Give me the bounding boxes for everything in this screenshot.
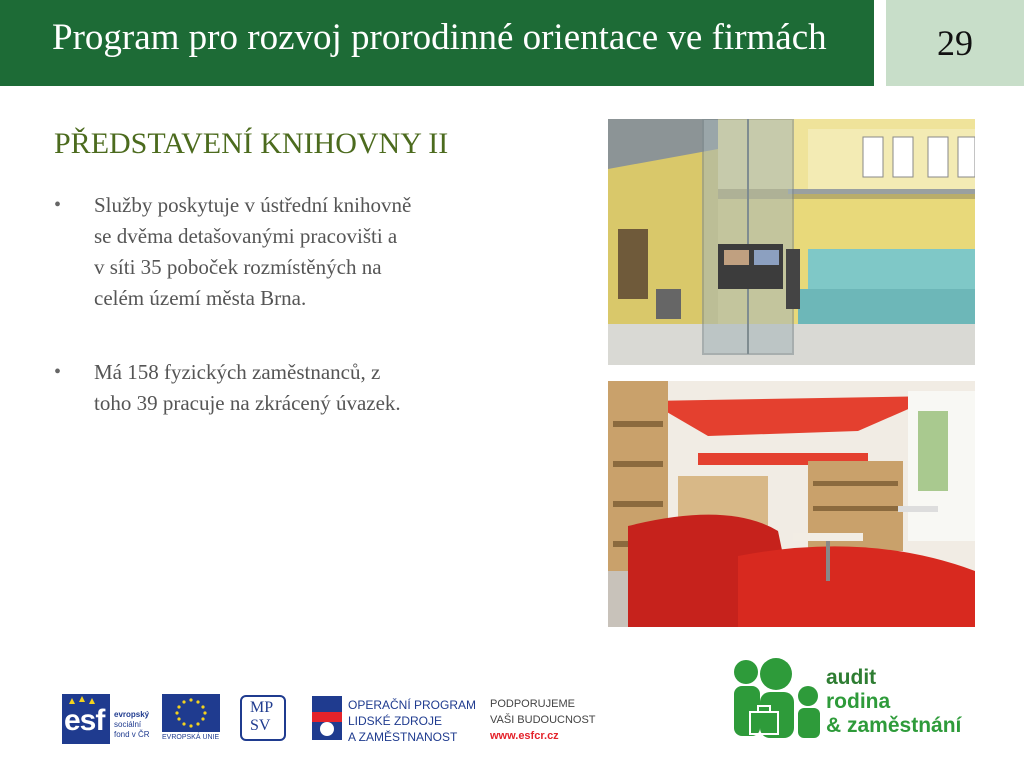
support-url: www.esfcr.cz bbox=[490, 730, 559, 742]
audit-line1: audit bbox=[826, 666, 877, 689]
bullet-line: celém území města Brna. bbox=[94, 286, 307, 310]
audit-line3: & zaměstnání bbox=[826, 714, 962, 737]
op-lzz-logo bbox=[310, 694, 480, 744]
section-title: PŘEDSTAVENÍ KNIHOVNY II bbox=[54, 127, 449, 160]
bullet-line: Služby poskytuje v ústřední knihovně bbox=[94, 193, 412, 217]
esf-logo bbox=[62, 694, 162, 744]
eu-flag-logo bbox=[162, 694, 220, 744]
esf-wordmark: esf bbox=[64, 704, 105, 737]
support-line1: PODPORUJEME bbox=[490, 698, 575, 710]
audit-rodina-logo bbox=[730, 656, 980, 752]
page-number: 29 bbox=[937, 23, 973, 63]
op-line3: A ZAMĚSTNANOST bbox=[348, 730, 458, 744]
slide-header bbox=[0, 0, 874, 86]
mpsv-top: MP bbox=[250, 699, 274, 716]
footer-logos bbox=[0, 650, 1024, 768]
esf-line3: fond v ČR bbox=[114, 730, 150, 739]
bullet-line: Má 158 fyzických zaměstnanců, z bbox=[94, 360, 381, 384]
library-lobby-photo bbox=[608, 119, 975, 365]
mpsv-logo bbox=[240, 695, 286, 741]
bullet-line: v síti 35 poboček rozmístěných na bbox=[94, 255, 382, 279]
bullet-item bbox=[54, 357, 494, 419]
eu-label: EVROPSKÁ UNIE bbox=[162, 734, 220, 741]
audit-line2: rodina bbox=[826, 690, 891, 713]
bullet-marker: • bbox=[54, 361, 62, 383]
library-reading-room-photo bbox=[608, 381, 975, 627]
bullet-item bbox=[54, 190, 494, 314]
bullet-list bbox=[54, 190, 494, 419]
esf-line2: sociální bbox=[114, 720, 142, 729]
slide-title: Program pro rozvoj prorodinné orientace ve firmách bbox=[52, 17, 827, 58]
support-line2: VAŠI BUDOUCNOST bbox=[490, 714, 596, 726]
bullet-marker: • bbox=[54, 194, 62, 216]
bullet-line: se dvěma detašovanými pracovišti a bbox=[94, 224, 398, 248]
support-text bbox=[490, 698, 610, 744]
esf-line1: evropský bbox=[114, 710, 150, 719]
mpsv-bottom: SV bbox=[250, 717, 271, 734]
op-line2: LIDSKÉ ZDROJE bbox=[348, 714, 443, 728]
page-number-box bbox=[886, 0, 1024, 86]
op-line1: OPERAČNÍ PROGRAM bbox=[348, 698, 477, 712]
bullet-line: toho 39 pracuje na zkrácený úvazek. bbox=[94, 391, 401, 415]
